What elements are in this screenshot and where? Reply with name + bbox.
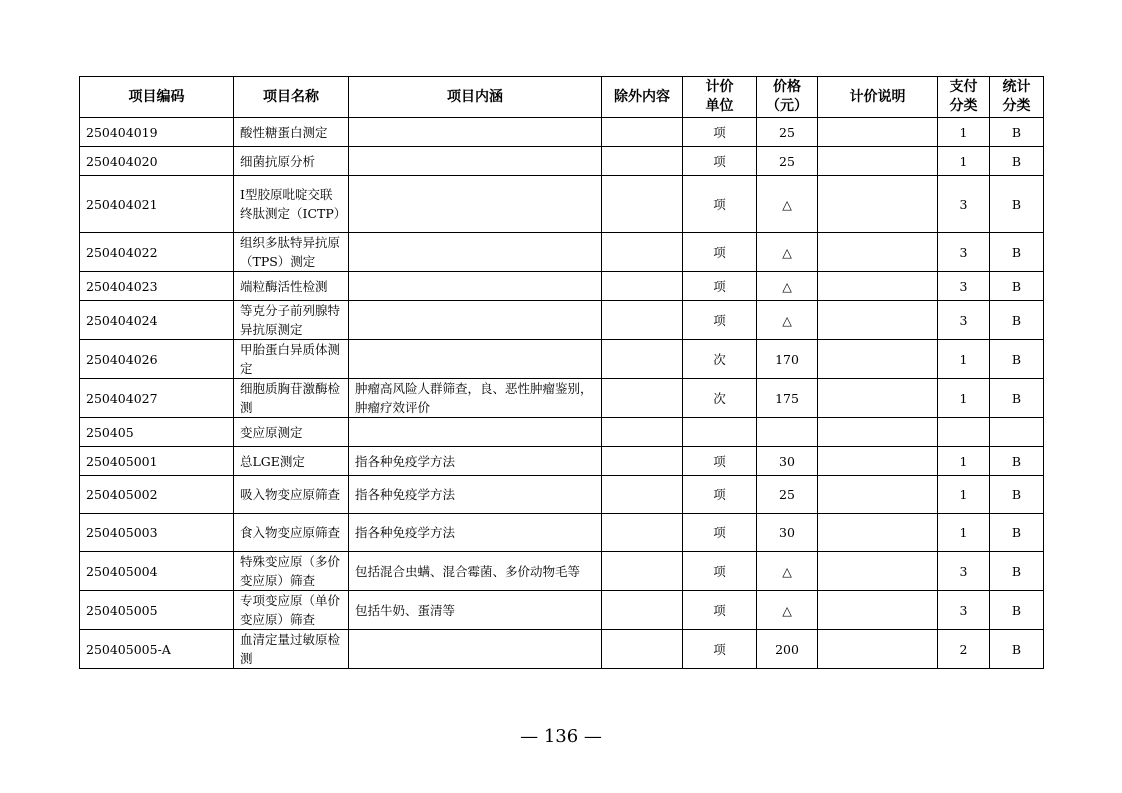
cell-pay-class: [938, 418, 990, 447]
cell-name: 等克分子前列腺特异抗原测定: [234, 301, 349, 340]
cell-content: 指各种免疫学方法: [349, 447, 602, 476]
cell-note: [818, 591, 938, 630]
cell-exclusion: [602, 340, 683, 379]
cell-price: [757, 418, 818, 447]
cell-price: 30: [757, 514, 818, 552]
cell-pay-class: 2: [938, 630, 990, 669]
cell-name: 食入物变应原筛查: [234, 514, 349, 552]
cell-content: [349, 630, 602, 669]
cell-name: 端粒酶活性检测: [234, 272, 349, 301]
cell-unit: 项: [683, 233, 757, 272]
cell-content: 肿瘤高风险人群筛查，良、恶性肿瘤鉴别，肿瘤疗效评价: [349, 379, 602, 418]
header-exclusion: 除外内容: [602, 77, 683, 118]
cell-unit: 项: [683, 301, 757, 340]
cell-exclusion: [602, 476, 683, 514]
table-row: [80, 591, 1044, 630]
cell-pay-class: 1: [938, 118, 990, 147]
cell-unit: 项: [683, 176, 757, 233]
cell-content: 包括牛奶、蛋清等: [349, 591, 602, 630]
cell-code: 250405001: [80, 447, 234, 476]
cell-name: 甲胎蛋白异质体测定: [234, 340, 349, 379]
cell-price: △: [757, 272, 818, 301]
cell-unit: 项: [683, 272, 757, 301]
table-row: [80, 379, 1044, 418]
cell-code: 250404022: [80, 233, 234, 272]
page-number: — 136 —: [520, 726, 602, 747]
cell-stat-class: B: [990, 379, 1044, 418]
cell-content: 包括混合虫螨、混合霉菌、多价动物毛等: [349, 552, 602, 591]
cell-exclusion: [602, 118, 683, 147]
cell-stat-class: B: [990, 476, 1044, 514]
cell-pay-class: 1: [938, 447, 990, 476]
cell-code: 250405004: [80, 552, 234, 591]
cell-note: [818, 176, 938, 233]
cell-note: [818, 301, 938, 340]
table-row: [80, 272, 1044, 301]
cell-code: 250404023: [80, 272, 234, 301]
cell-unit: 项: [683, 447, 757, 476]
cell-stat-class: B: [990, 176, 1044, 233]
cell-stat-class: B: [990, 147, 1044, 176]
cell-name: 吸入物变应原筛查: [234, 476, 349, 514]
cell-pay-class: 1: [938, 514, 990, 552]
cell-name: 特殊变应原（多价变应原）筛查: [234, 552, 349, 591]
header-name: 项目名称: [234, 77, 349, 118]
cell-code: 250404020: [80, 147, 234, 176]
cell-price: 200: [757, 630, 818, 669]
cell-pay-class: 1: [938, 476, 990, 514]
cell-code: 250404026: [80, 340, 234, 379]
cell-name: 总LGE测定: [234, 447, 349, 476]
cell-note: [818, 514, 938, 552]
cell-content: [349, 147, 602, 176]
header-unit: 计价 单位: [683, 77, 757, 118]
cell-stat-class: B: [990, 591, 1044, 630]
cell-exclusion: [602, 552, 683, 591]
cell-note: [818, 630, 938, 669]
cell-unit: 项: [683, 630, 757, 669]
cell-code: 250405005-A: [80, 630, 234, 669]
cell-stat-class: B: [990, 630, 1044, 669]
cell-price: △: [757, 233, 818, 272]
cell-price: △: [757, 176, 818, 233]
header-stat-class: 统计 分类: [990, 77, 1044, 118]
cell-pay-class: 1: [938, 147, 990, 176]
cell-note: [818, 147, 938, 176]
cell-content: [349, 301, 602, 340]
cell-price: 30: [757, 447, 818, 476]
cell-note: [818, 272, 938, 301]
cell-code: 250404021: [80, 176, 234, 233]
header-price: 价格 （元）: [757, 77, 818, 118]
cell-content: [349, 418, 602, 447]
cell-note: [818, 233, 938, 272]
header-pay-class: 支付 分类: [938, 77, 990, 118]
cell-price: 25: [757, 118, 818, 147]
table-row: [80, 176, 1044, 233]
cell-pay-class: 3: [938, 272, 990, 301]
table-row: [80, 447, 1044, 476]
cell-stat-class: B: [990, 340, 1044, 379]
cell-stat-class: B: [990, 514, 1044, 552]
cell-unit: 项: [683, 591, 757, 630]
cell-code: 250405003: [80, 514, 234, 552]
price-table: [79, 76, 1044, 669]
cell-price: 170: [757, 340, 818, 379]
cell-name: 组织多肽特异抗原（TPS）测定: [234, 233, 349, 272]
cell-unit: 次: [683, 379, 757, 418]
table-row: [80, 301, 1044, 340]
cell-pay-class: 3: [938, 233, 990, 272]
cell-pay-class: 3: [938, 176, 990, 233]
cell-price: 175: [757, 379, 818, 418]
cell-exclusion: [602, 147, 683, 176]
cell-stat-class: B: [990, 552, 1044, 591]
cell-unit: 项: [683, 514, 757, 552]
cell-unit: [683, 418, 757, 447]
cell-pay-class: 3: [938, 552, 990, 591]
header-content: 项目内涵: [349, 77, 602, 118]
cell-exclusion: [602, 630, 683, 669]
cell-stat-class: B: [990, 118, 1044, 147]
cell-unit: 项: [683, 476, 757, 514]
cell-name: 酸性糖蛋白测定: [234, 118, 349, 147]
cell-note: [818, 340, 938, 379]
table-row: [80, 418, 1044, 447]
cell-code: 250404024: [80, 301, 234, 340]
cell-name: 变应原测定: [234, 418, 349, 447]
cell-stat-class: B: [990, 272, 1044, 301]
table-row: [80, 630, 1044, 669]
cell-unit: 项: [683, 147, 757, 176]
table-row: [80, 514, 1044, 552]
header-code: 项目编码: [80, 77, 234, 118]
cell-note: [818, 552, 938, 591]
cell-name: 细胞质胸苷激酶检测: [234, 379, 349, 418]
cell-content: [349, 176, 602, 233]
table-header-row: [80, 77, 1044, 118]
cell-note: [818, 476, 938, 514]
cell-content: 指各种免疫学方法: [349, 476, 602, 514]
cell-exclusion: [602, 233, 683, 272]
cell-unit: 项: [683, 552, 757, 591]
cell-price: △: [757, 591, 818, 630]
cell-pay-class: 3: [938, 591, 990, 630]
cell-content: [349, 340, 602, 379]
cell-pay-class: 3: [938, 301, 990, 340]
table-row: [80, 118, 1044, 147]
cell-exclusion: [602, 447, 683, 476]
cell-pay-class: 1: [938, 340, 990, 379]
cell-code: 250405: [80, 418, 234, 447]
cell-content: [349, 272, 602, 301]
cell-exclusion: [602, 514, 683, 552]
cell-stat-class: B: [990, 233, 1044, 272]
cell-price: 25: [757, 147, 818, 176]
cell-exclusion: [602, 272, 683, 301]
cell-stat-class: B: [990, 447, 1044, 476]
cell-stat-class: B: [990, 301, 1044, 340]
cell-note: [818, 118, 938, 147]
cell-stat-class: [990, 418, 1044, 447]
table-row: [80, 340, 1044, 379]
cell-name: I型胶原吡啶交联终肽测定（ICTP）: [234, 176, 349, 233]
cell-note: [818, 379, 938, 418]
table-row: [80, 147, 1044, 176]
cell-exclusion: [602, 591, 683, 630]
cell-unit: 次: [683, 340, 757, 379]
cell-content: 指各种免疫学方法: [349, 514, 602, 552]
cell-content: [349, 233, 602, 272]
cell-name: 细菌抗原分析: [234, 147, 349, 176]
cell-exclusion: [602, 176, 683, 233]
cell-name: 血清定量过敏原检测: [234, 630, 349, 669]
cell-price: △: [757, 301, 818, 340]
header-note: 计价说明: [818, 77, 938, 118]
cell-code: 250404027: [80, 379, 234, 418]
cell-unit: 项: [683, 118, 757, 147]
table-row: [80, 552, 1044, 591]
cell-price: 25: [757, 476, 818, 514]
cell-pay-class: 1: [938, 379, 990, 418]
cell-code: 250404019: [80, 118, 234, 147]
cell-content: [349, 118, 602, 147]
cell-exclusion: [602, 418, 683, 447]
cell-code: 250405005: [80, 591, 234, 630]
cell-name: 专项变应原（单价变应原）筛查: [234, 591, 349, 630]
cell-code: 250405002: [80, 476, 234, 514]
cell-price: △: [757, 552, 818, 591]
cell-note: [818, 418, 938, 447]
cell-note: [818, 447, 938, 476]
cell-exclusion: [602, 379, 683, 418]
table-row: [80, 233, 1044, 272]
table-row: [80, 476, 1044, 514]
cell-exclusion: [602, 301, 683, 340]
